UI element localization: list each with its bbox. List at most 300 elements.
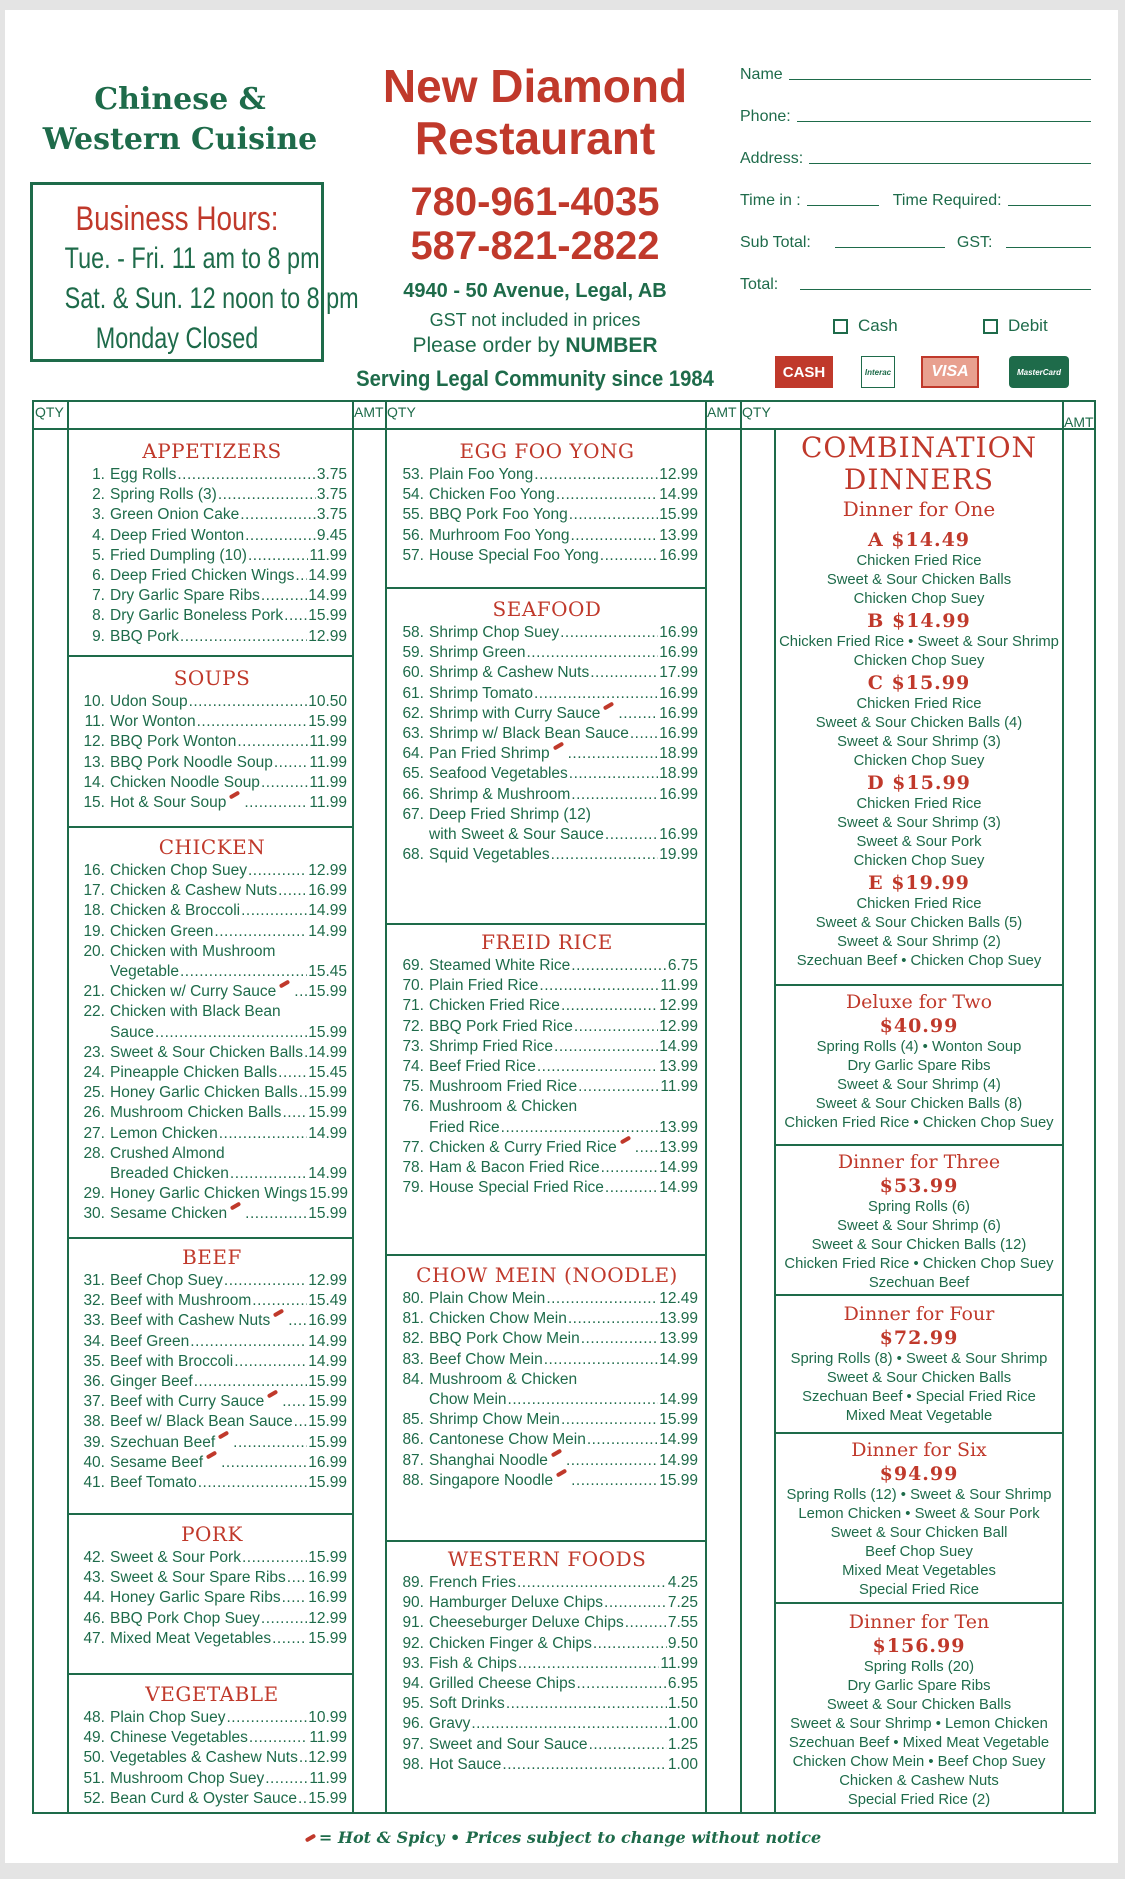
item-price: 13.99 (659, 1058, 698, 1076)
item-number: 71. (402, 997, 424, 1015)
menu-item[interactable] (77, 1588, 347, 1608)
qty-header: QTY (387, 404, 416, 420)
section-divider (67, 655, 354, 657)
combo-dinner-for-ten (776, 1610, 1062, 1810)
name-label: Name (740, 66, 783, 83)
item-name: Sesame Beef (110, 1453, 204, 1471)
combo-line: Special Fried Rice (858, 1582, 980, 1598)
menu-item[interactable] (396, 1735, 698, 1755)
interac-logo: Interac (861, 356, 895, 388)
combo-line: Szechuan Beef • Special Fried Rice (802, 1389, 1036, 1405)
menu-item[interactable] (77, 606, 347, 626)
dot-leader (605, 1178, 658, 1198)
item-price: 12.99 (659, 997, 698, 1015)
item-name: Sesame Chicken (110, 1205, 228, 1223)
menu-item[interactable] (77, 1789, 347, 1809)
menu-item[interactable] (77, 712, 347, 732)
dot-leader (551, 845, 659, 865)
menu-item[interactable] (396, 485, 698, 505)
menu-item[interactable] (396, 643, 698, 663)
address-line[interactable] (809, 162, 1091, 164)
item-name: Beef Chop Suey (110, 1272, 223, 1289)
dot-leader (177, 465, 315, 485)
hours-line: Sat. & Sun. 12 noon to 8 pm (64, 282, 359, 315)
dot-leader (604, 1593, 667, 1613)
combo-ten-title: Dinner for Ten (848, 1611, 990, 1633)
combo-four-price: $72.99 (879, 1327, 959, 1349)
menu-item[interactable] (396, 1057, 698, 1077)
menu-item[interactable] (396, 1410, 698, 1430)
dot-leader (502, 1755, 666, 1775)
menu-item[interactable] (77, 942, 347, 962)
combo-two-title: Deluxe for Two (845, 991, 993, 1013)
gst-label: GST: (956, 234, 993, 251)
name-field[interactable] (740, 60, 1095, 84)
menu-item[interactable] (77, 1164, 347, 1184)
item-price: 16.99 (659, 785, 698, 803)
menu-item[interactable] (396, 1309, 698, 1329)
dot-leader (214, 922, 307, 942)
menu-item[interactable] (396, 684, 698, 704)
dot-leader (560, 623, 658, 643)
subtotal-fields[interactable] (740, 228, 1095, 252)
combo-line: Chicken Chop Suey (853, 753, 985, 769)
menu-item[interactable] (77, 1769, 347, 1789)
menu-item[interactable] (396, 1471, 698, 1491)
combo-line: Dry Garlic Spare Ribs (847, 1678, 991, 1694)
dot-leader (600, 546, 658, 566)
item-number: 56. (402, 526, 424, 544)
section-soups (77, 666, 347, 813)
item-name: Honey Garlic Chicken Balls (110, 1084, 298, 1102)
menu-item[interactable] (77, 1083, 347, 1103)
dot-leader (295, 566, 307, 586)
item-name: Beef Chow Mein (429, 1350, 543, 1368)
menu-item[interactable] (396, 1138, 698, 1158)
item-price: 14.99 (308, 1165, 347, 1183)
item-price: 16.99 (659, 704, 698, 722)
menu-item[interactable] (77, 1311, 347, 1331)
item-name: Deep Fried Wonton (110, 526, 245, 544)
dot-leader (568, 744, 659, 764)
menu-item[interactable] (396, 623, 698, 643)
menu-item[interactable] (396, 1178, 698, 1198)
menu-item[interactable] (77, 566, 347, 586)
combo-line: Sweet & Sour Chicken Balls (4) (815, 715, 1023, 731)
menu-item[interactable] (396, 785, 698, 805)
combo-line: Chicken Fried Rice (856, 696, 982, 712)
menu-item[interactable] (396, 1593, 698, 1613)
item-price: 13.99 (659, 1118, 698, 1136)
dot-leader (230, 1164, 307, 1184)
menu-item[interactable] (77, 1372, 347, 1392)
menu-item[interactable] (396, 1118, 698, 1138)
item-price: 16.99 (308, 1589, 347, 1607)
item-price: 15.45 (308, 963, 347, 981)
dot-leader (571, 956, 667, 976)
item-price: 14.99 (308, 1332, 347, 1350)
item-price: 11.99 (660, 1078, 698, 1096)
menu-item[interactable] (396, 976, 698, 996)
item-price: 15.99 (308, 1413, 347, 1431)
gst-note: GST not included in prices (429, 310, 641, 330)
menu-item[interactable] (396, 1329, 698, 1349)
item-number: 55. (402, 506, 424, 524)
phone-field[interactable] (740, 102, 1095, 126)
item-name: Chicken Foo Yong (429, 486, 555, 504)
combo-line: Sweet & Sour Chicken Balls (12) (811, 1237, 1027, 1253)
menu-item[interactable] (396, 1755, 698, 1775)
menu-item[interactable] (77, 692, 347, 712)
dot-leader (304, 1043, 307, 1063)
item-number: 37. (83, 1393, 105, 1411)
item-name: Beef with Broccoli (110, 1352, 234, 1370)
combo-deluxe-for-two (776, 990, 1062, 1133)
menu-item[interactable] (77, 1728, 347, 1748)
item-number: 43. (83, 1569, 105, 1587)
item-price: 12.99 (308, 1609, 347, 1627)
item-price: 16.99 (308, 1312, 347, 1330)
menu-item[interactable] (77, 1473, 347, 1493)
section-divider (67, 1237, 354, 1239)
menu-item[interactable] (77, 1291, 347, 1311)
section-title: FREID RICE (481, 930, 613, 954)
menu-item[interactable] (396, 704, 698, 724)
menu-item[interactable] (77, 1023, 347, 1043)
dot-leader (224, 1271, 307, 1291)
menu-item[interactable] (77, 465, 347, 485)
item-name: Singapore Noodle (429, 1471, 554, 1489)
item-price: 11.99 (660, 1654, 698, 1672)
time-fields[interactable] (740, 186, 1095, 210)
section-divider (385, 1254, 707, 1256)
menu-item[interactable] (396, 1674, 698, 1694)
item-number: 13. (83, 753, 105, 771)
item-price: 13.99 (659, 1138, 698, 1156)
menu-item[interactable] (77, 1043, 347, 1063)
menu-item[interactable] (77, 1433, 347, 1453)
combo-ten-price: $156.99 (872, 1635, 966, 1657)
item-price: 14.99 (659, 1391, 698, 1409)
item-number: 79. (402, 1179, 424, 1197)
combo-line: Chicken Chop Suey (853, 853, 985, 869)
dot-leader (568, 1309, 658, 1329)
menu-item[interactable] (77, 962, 347, 982)
menu-item[interactable] (396, 546, 698, 566)
hours-line: Monday Closed (95, 322, 259, 355)
menu-item[interactable] (77, 1103, 347, 1123)
menu-item[interactable] (77, 1332, 347, 1352)
item-number: 87. (402, 1451, 424, 1469)
item-name: Egg Rolls (110, 466, 177, 483)
menu-item[interactable] (77, 1002, 347, 1022)
item-name: Szechuan Beef (110, 1433, 216, 1451)
item-price: 16.99 (659, 725, 698, 743)
menu-item[interactable] (77, 793, 347, 813)
menu-item[interactable] (77, 922, 347, 942)
menu-item[interactable] (396, 1350, 698, 1370)
item-name: Wor Wonton (110, 713, 196, 731)
dot-leader (539, 976, 659, 996)
item-price: 14.99 (659, 1451, 698, 1469)
menu-item[interactable] (77, 1124, 347, 1144)
footer-note (5, 1828, 1118, 1847)
menu-item[interactable] (77, 1184, 347, 1204)
time-in-line[interactable] (807, 204, 879, 206)
section-title: WESTERN FOODS (447, 1547, 647, 1571)
dot-leader (569, 505, 658, 525)
menu-item[interactable] (77, 881, 347, 901)
dot-leader (282, 1392, 307, 1412)
item-name: Squid Vegetables (429, 846, 550, 864)
menu-item[interactable] (396, 1654, 698, 1674)
dot-leader (180, 627, 307, 647)
dot-leader (601, 1158, 659, 1178)
amt-header: AMT (1064, 414, 1094, 430)
item-name: Shrimp & Mushroom (429, 785, 571, 803)
menu-item[interactable] (77, 901, 347, 921)
item-number: 40. (83, 1453, 105, 1471)
item-name: Shrimp Tomato (429, 684, 533, 702)
menu-item[interactable] (77, 1271, 347, 1291)
menu-item[interactable] (77, 586, 347, 606)
dot-leader (189, 692, 308, 712)
combo-d-price: D $15.99 (867, 772, 971, 794)
menu-item[interactable] (396, 805, 698, 825)
menu-item[interactable] (77, 1453, 347, 1473)
dot-leader (605, 825, 658, 845)
item-name: Chicken with Black Bean (110, 1003, 281, 1021)
item-name: Mushroom Fried Rice (429, 1078, 578, 1096)
menu-item[interactable] (396, 505, 698, 525)
dot-leader (571, 785, 658, 805)
cash-option[interactable] (833, 316, 898, 336)
combo-three-title: Dinner for Three (837, 1151, 1001, 1173)
column-divider (705, 402, 707, 1812)
item-name: Chinese Vegetables (110, 1729, 248, 1747)
item-number: 26. (83, 1104, 105, 1122)
combo-dinner-for-three (776, 1150, 1062, 1293)
menu-item[interactable] (77, 546, 347, 566)
item-name: Sauce (110, 1023, 154, 1041)
item-name: Lemon Chicken (110, 1124, 218, 1142)
item-number: 2. (92, 486, 105, 504)
item-number: 93. (402, 1654, 424, 1672)
combo-line: Sweet & Sour Shrimp • Lemon Chicken (790, 1716, 1048, 1732)
item-number: 69. (402, 957, 424, 974)
dot-leader (249, 1728, 308, 1748)
menu-item[interactable] (77, 732, 347, 752)
total-line[interactable] (800, 288, 1091, 290)
menu-item[interactable] (396, 1097, 698, 1117)
dot-leader (506, 1694, 667, 1714)
item-name: Dry Garlic Boneless Pork (110, 607, 284, 625)
menu-item[interactable] (77, 485, 347, 505)
combo-line: Szechuan Beef • Mixed Meat Vegetable (788, 1735, 1050, 1751)
debit-checkbox[interactable] (983, 319, 998, 334)
section-title: CHOW MEIN (NOODLE) (416, 1263, 678, 1287)
item-name: Chicken Green (110, 922, 214, 940)
item-price: 14.99 (659, 1179, 698, 1197)
menu-item[interactable] (396, 956, 698, 976)
footer-legend: = Hot & Spicy • Prices subject to change without notice (318, 1828, 822, 1847)
dot-leader (508, 1390, 659, 1410)
item-number: 36. (83, 1373, 105, 1391)
item-number: 12. (83, 733, 105, 751)
dot-leader (518, 1654, 659, 1674)
dot-leader (618, 704, 658, 724)
menu-grid (32, 400, 1096, 1814)
item-price: 15.99 (308, 1433, 347, 1451)
menu-item[interactable] (396, 1634, 698, 1654)
mastercard-logo: MasterCard (1009, 356, 1069, 388)
item-price: 12.99 (659, 1017, 698, 1035)
item-price: 15.99 (308, 607, 347, 625)
menu-item[interactable] (77, 1568, 347, 1588)
combo-line: Spring Rolls (12) • Sweet & Sour Shrimp (786, 1487, 1052, 1503)
section-fried-rice (396, 930, 698, 1198)
menu-item[interactable] (396, 1390, 698, 1410)
menu-item[interactable] (77, 1748, 347, 1768)
menu-item[interactable] (396, 1430, 698, 1450)
dot-leader (190, 1332, 307, 1352)
name-line[interactable] (789, 78, 1091, 80)
menu-item[interactable] (77, 1063, 347, 1083)
qty-header: QTY (35, 404, 64, 420)
subtotal-line[interactable] (835, 246, 945, 248)
menu-item[interactable] (396, 1017, 698, 1037)
combo-e-price: E $19.99 (868, 872, 970, 894)
dot-leader (299, 1083, 307, 1103)
item-number: 97. (402, 1735, 424, 1753)
item-price: 11.99 (309, 773, 347, 791)
menu-item[interactable] (396, 1077, 698, 1097)
item-number: 34. (83, 1332, 105, 1350)
menu-item[interactable] (396, 996, 698, 1016)
address-field[interactable] (740, 144, 1095, 168)
menu-item[interactable] (77, 1629, 347, 1649)
menu-item[interactable] (77, 505, 347, 525)
section-appetizers (77, 439, 347, 647)
combo-line: Chicken Fried Rice (856, 896, 982, 912)
dot-leader (501, 1118, 659, 1138)
item-price: 15.99 (308, 1629, 347, 1647)
item-price: 9.50 (667, 1634, 698, 1652)
item-name: Chicken Noodle Soup (110, 773, 260, 791)
combo-line: Spring Rolls (8) • Sweet & Sour Shrimp (790, 1351, 1048, 1367)
menu-item[interactable] (77, 773, 347, 793)
combo-line: Sweet & Sour Chicken Balls (826, 1370, 1012, 1386)
menu-item[interactable] (396, 724, 698, 744)
menu-item[interactable] (77, 627, 347, 647)
item-name: Mushroom & Chicken (429, 1370, 578, 1388)
menu-item[interactable] (396, 1451, 698, 1471)
menu-item[interactable] (396, 1694, 698, 1714)
dot-leader (471, 1714, 666, 1734)
menu-item[interactable] (396, 1613, 698, 1633)
item-number: 74. (402, 1058, 424, 1076)
menu-item[interactable] (77, 861, 347, 881)
cuisine-heading (25, 80, 335, 160)
menu-item[interactable] (396, 526, 698, 546)
item-price: 1.00 (667, 1715, 698, 1733)
dot-leader (265, 1769, 308, 1789)
total-field[interactable] (740, 270, 1095, 294)
menu-item[interactable] (396, 845, 698, 865)
debit-option[interactable] (983, 316, 1048, 336)
menu-item[interactable] (77, 1144, 347, 1164)
cash-checkbox[interactable] (833, 319, 848, 334)
dot-leader (218, 485, 316, 505)
time-required-line[interactable] (1008, 204, 1091, 206)
menu-item[interactable] (396, 663, 698, 683)
dot-leader (625, 1613, 667, 1633)
menu-item[interactable] (77, 1412, 347, 1432)
item-name: Pan Fried Shrimp (429, 745, 550, 763)
menu-item[interactable] (396, 764, 698, 784)
section-title: PORK (181, 1522, 243, 1546)
menu-item[interactable] (396, 1158, 698, 1178)
menu-item[interactable] (77, 1548, 347, 1568)
item-name: Ginger Beef (110, 1373, 193, 1391)
combo-dinner-for-four (776, 1302, 1062, 1426)
menu-item[interactable] (396, 825, 698, 845)
menu-item[interactable] (396, 1714, 698, 1734)
menu-item[interactable] (77, 753, 347, 773)
item-number: 21. (83, 983, 105, 1001)
amt-header: AMT (354, 404, 384, 420)
dot-leader (194, 1372, 307, 1392)
combo-a-price: A $14.49 (867, 529, 971, 551)
item-name: Hot & Sour Soup (110, 794, 227, 812)
gst-line[interactable] (1006, 246, 1091, 248)
item-number: 57. (402, 546, 424, 564)
menu-item[interactable] (396, 465, 698, 485)
section-chicken (77, 835, 347, 1225)
item-name: Seafood Vegetables (429, 765, 568, 783)
restaurant-name-line-1: New Diamond (382, 60, 688, 112)
menu-item[interactable] (77, 1609, 347, 1629)
menu-item[interactable] (396, 1037, 698, 1057)
menu-item[interactable] (77, 982, 347, 1002)
item-price: 7.25 (667, 1594, 698, 1612)
hours-line: Tue. - Fri. 11 am to 8 pm (64, 242, 320, 275)
menu-item[interactable] (77, 1708, 347, 1728)
item-name: BBQ Pork Foo Yong (429, 506, 568, 524)
menu-item[interactable] (77, 1352, 347, 1372)
item-number: 7. (92, 587, 105, 605)
menu-item[interactable] (77, 1392, 347, 1412)
menu-item[interactable] (77, 1204, 347, 1224)
phone-number: 780-961-4035 (410, 180, 660, 224)
time-in-label: Time in : (740, 192, 801, 209)
dot-leader (234, 1352, 307, 1372)
item-number: 77. (402, 1138, 424, 1156)
section-divider (385, 923, 707, 925)
item-number: 52. (83, 1789, 105, 1807)
item-number: 90. (402, 1594, 424, 1612)
menu-item[interactable] (396, 1573, 698, 1593)
menu-item[interactable] (396, 1370, 698, 1390)
menu-item[interactable] (77, 526, 347, 546)
section-chow-mein (396, 1263, 698, 1491)
menu-item[interactable] (396, 744, 698, 764)
menu-item[interactable] (396, 1289, 698, 1309)
item-price: 10.99 (308, 1709, 347, 1726)
item-number: 39. (83, 1433, 105, 1451)
item-name: Mixed Meat Vegetables (110, 1629, 272, 1647)
phone-line[interactable] (797, 120, 1091, 122)
